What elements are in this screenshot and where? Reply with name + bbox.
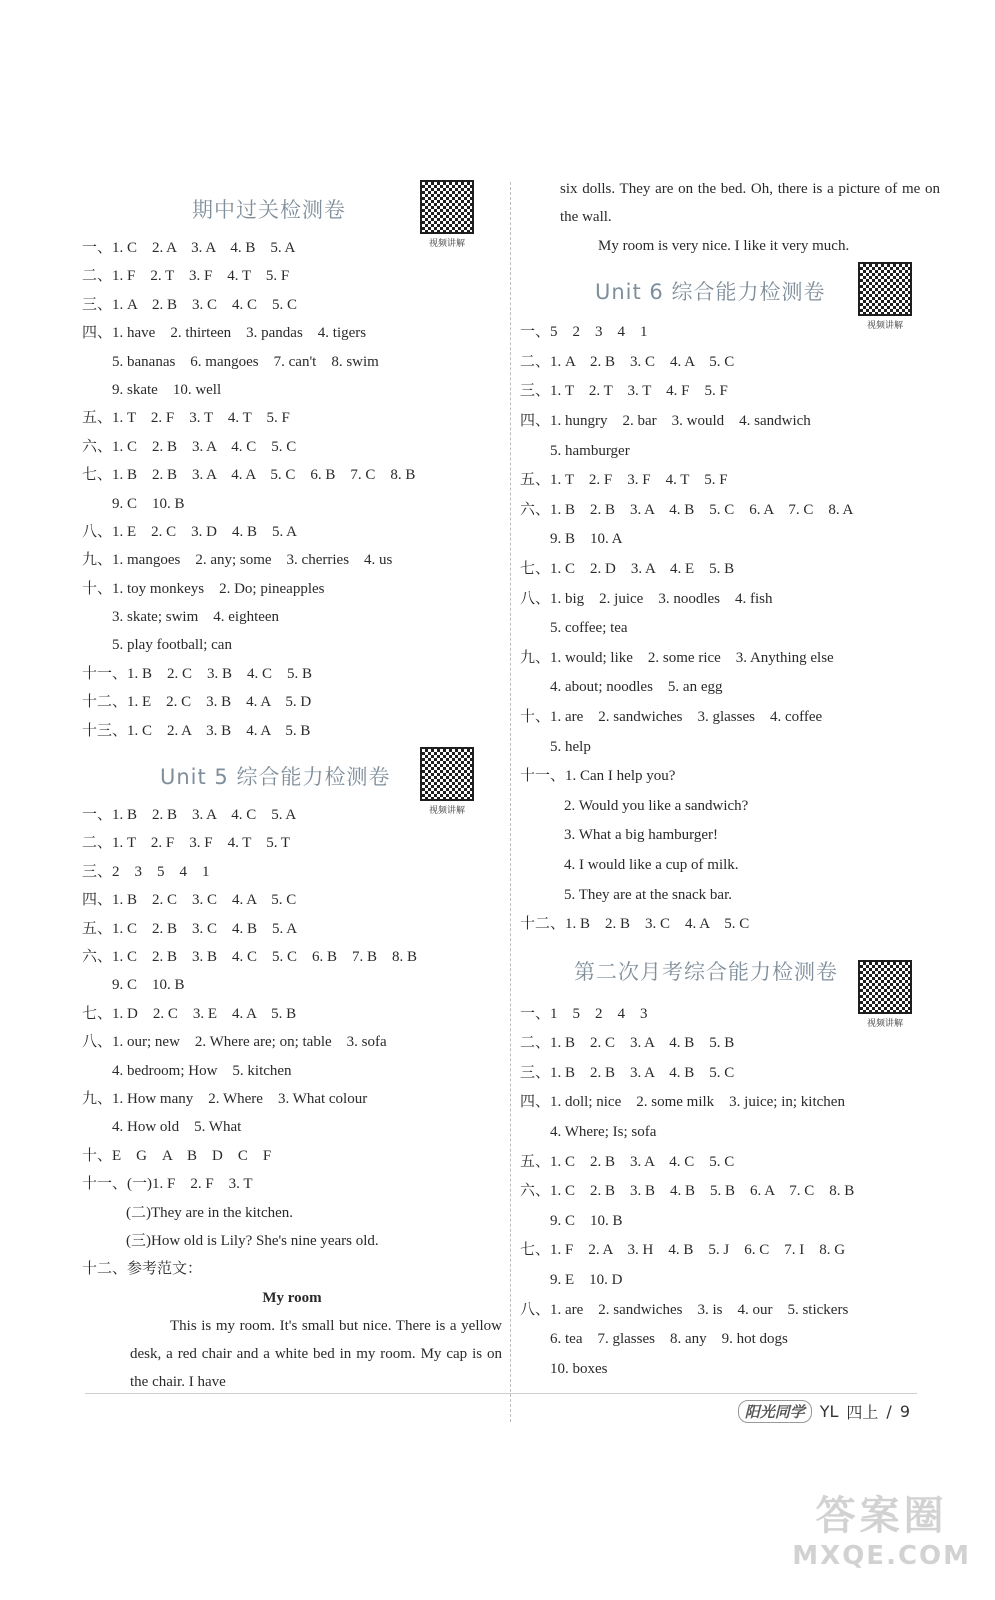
answer-line: 六、1. C 2. B 3. A 4. C 5. C	[82, 438, 297, 455]
answer-line: 三、2 3 5 4 1	[82, 863, 210, 880]
answer-line: 十一、(一)1. F 2. F 3. T	[82, 1176, 253, 1193]
page-footer	[738, 1400, 910, 1423]
answer-line: 4. about; noodles 5. an egg	[550, 679, 723, 696]
answer-line: 九、1. How many 2. Where 3. What colour	[82, 1090, 368, 1107]
answer-line: 9. C 10. B	[112, 977, 185, 994]
answer-line: 5. hamburger	[550, 442, 630, 459]
answer-line: 八、1. big 2. juice 3. noodles 4. fish	[520, 590, 773, 607]
answer-line: 4. How old 5. What	[112, 1119, 242, 1136]
left-column	[82, 178, 502, 1397]
answer-line: 9. E 10. D	[550, 1272, 623, 1289]
answer-line: 二、1. B 2. C 3. A 4. B 5. B	[520, 1035, 735, 1052]
essay-title: My room	[262, 1289, 322, 1306]
column-divider	[510, 182, 511, 1422]
unit6-answers	[520, 318, 940, 939]
series-code: YL	[819, 1402, 839, 1421]
answer-line: 六、1. C 2. B 3. B 4. B 5. B 6. A 7. C 8. B	[520, 1183, 855, 1200]
essay-paragraph: This is my room. It's small but nice. There is a yellow desk, a red chair and a white bed in my room. My cap is on the chair. I have	[130, 1317, 502, 1391]
answer-line: 三、1. A 2. B 3. C 4. C 5. C	[82, 296, 298, 313]
answer-line: 六、1. B 2. B 3. A 4. B 5. C 6. A 7. C 8. A	[520, 501, 854, 518]
answer-line: 九、1. mangoes 2. any; some 3. cherries 4. us	[82, 552, 393, 569]
answer-line: 6. tea 7. glasses 8. any 9. hot dogs	[550, 1331, 788, 1348]
answer-line: 9. skate 10. well	[112, 381, 222, 398]
answer-line: 十二、1. B 2. B 3. C 4. A 5. C	[520, 916, 750, 933]
midterm-title: 期中过关检测卷	[192, 198, 346, 222]
grade-label: 四上	[846, 1403, 879, 1422]
answer-line: 一、1. B 2. B 3. A 4. C 5. A	[82, 807, 297, 824]
answer-line: 十、1. toy monkeys 2. Do; pineapples	[82, 580, 325, 597]
monthly-title: 第二次月考综合能力检测卷	[574, 959, 838, 984]
answer-line: 三、1. T 2. T 3. T 4. F 5. F	[520, 383, 728, 400]
answer-line: 四、1. B 2. C 3. C 4. A 5. C	[82, 892, 297, 909]
unit5-answers	[82, 801, 502, 1397]
answer-line: 9. C 10. B	[550, 1212, 623, 1229]
answer-line: 五、1. T 2. F 3. T 4. T 5. F	[82, 410, 290, 427]
answer-line: (三)How old is Lily? She's nine years old.	[126, 1232, 379, 1249]
answer-line: 四、1. doll; nice 2. some milk 3. juice; in; kitchen	[520, 1094, 845, 1111]
answer-line: 一、1 5 2 4 3	[520, 1005, 648, 1022]
answer-line: 4. Where; Is; sofa	[550, 1124, 657, 1141]
answer-line: 3. skate; swim 4. eighteen	[112, 609, 280, 626]
answer-line: 三、1. B 2. B 3. A 4. B 5. C	[520, 1064, 735, 1081]
answer-line: 4. bedroom; How 5. kitchen	[112, 1062, 292, 1079]
answer-line: 十一、1. B 2. C 3. B 4. C 5. B	[82, 665, 313, 682]
answer-line: 五、1. T 2. F 3. F 4. T 5. F	[520, 472, 728, 489]
unit6-title: Unit 6 综合能力检测卷	[595, 280, 826, 305]
answer-line: 5. help	[550, 738, 591, 755]
answer-line: 十、E G A B D C F	[82, 1147, 272, 1164]
answer-line: 九、1. would; like 2. some rice 3. Anything else	[520, 649, 834, 666]
answer-line: 3. What a big hamburger!	[564, 827, 718, 844]
answer-line: 五、1. C 2. B 3. A 4. C 5. C	[520, 1153, 735, 1170]
answer-line: 十二、参考范文：	[82, 1261, 203, 1278]
answer-line: 4. I would like a cup of milk.	[564, 856, 739, 873]
monthly-answers	[520, 1000, 940, 1385]
answer-line: 2. Would you like a sandwich?	[564, 797, 749, 814]
answer-line: 五、1. C 2. B 3. C 4. B 5. A	[82, 920, 298, 937]
answer-line: 七、1. F 2. A 3. H 4. B 5. J 6. C 7. I 8. G	[520, 1242, 846, 1259]
answer-line: 十、1. are 2. sandwiches 3. glasses 4. coffee	[520, 708, 823, 725]
qr-caption: 视频讲解	[866, 321, 903, 332]
answer-line: 十三、1. C 2. A 3. B 4. A 5. B	[82, 722, 311, 739]
answer-line: 二、1. F 2. T 3. F 4. T 5. F	[82, 268, 290, 285]
essay-paragraph-continued: six dolls. They are on the bed. Oh, there is a picture of me on the wall.	[560, 181, 940, 226]
unit5-title: Unit 5 综合能力检测卷	[160, 765, 391, 790]
qr-code-icon[interactable]	[420, 180, 474, 234]
answer-line: 二、1. A 2. B 3. C 4. A 5. C	[520, 353, 735, 370]
page-number: 9	[899, 1402, 910, 1421]
footer-rule	[85, 1393, 917, 1394]
qr-code-icon[interactable]	[858, 262, 912, 316]
unit6-header	[520, 260, 940, 332]
qr-caption: 视频讲解	[866, 1018, 903, 1029]
answer-line: 八、1. E 2. C 3. D 4. B 5. A	[82, 523, 298, 540]
answer-line: 四、1. hungry 2. bar 3. would 4. sandwich	[520, 413, 811, 429]
qr-code-icon[interactable]	[420, 747, 474, 801]
answer-line: 十一、1. Can I help you?	[520, 768, 676, 785]
answer-line: 9. B 10. A	[550, 531, 623, 548]
answer-line: 5. bananas 6. mangoes 7. can't 8. swim	[112, 353, 379, 370]
answer-line: 八、1. our; new 2. Where are; on; table 3. sofa	[82, 1034, 387, 1051]
answer-line: 5. coffee; tea	[550, 620, 628, 637]
right-column	[520, 175, 940, 1384]
page-separator: /	[886, 1402, 892, 1421]
answer-line: 十二、1. E 2. C 3. B 4. A 5. D	[82, 694, 312, 711]
answer-line: 八、1. are 2. sandwiches 3. is 4. our 5. stickers	[520, 1301, 849, 1318]
answer-line: 七、1. B 2. B 3. A 4. A 5. C 6. B 7. C 8. B	[82, 467, 416, 484]
answer-line: 10. boxes	[550, 1360, 608, 1377]
monthly-header	[520, 940, 940, 1000]
answer-line: 一、1. C 2. A 3. A 4. B 5. A	[82, 240, 296, 256]
answer-line: 9. C 10. B	[112, 495, 185, 512]
midterm-answers	[82, 234, 502, 745]
watermark	[792, 1484, 971, 1571]
answer-line: 一、5 2 3 4 1	[520, 324, 648, 341]
answer-line: 六、1. C 2. B 3. B 4. C 5. C 6. B 7. B 8. B	[82, 948, 418, 965]
essay-paragraph-2: My room is very nice. I like it very much.	[598, 237, 850, 254]
qr-caption: 视频讲解	[428, 239, 465, 249]
answer-line: 七、1. C 2. D 3. A 4. E 5. B	[520, 560, 735, 577]
answer-line: 四、1. have 2. thirteen 3. pandas 4. tigers	[82, 325, 367, 342]
answer-line: 5. play football; can	[112, 637, 232, 654]
answer-line: 七、1. D 2. C 3. E 4. A 5. B	[82, 1005, 297, 1022]
answer-line: 5. They are at the snack bar.	[564, 886, 732, 903]
answer-line: (二)They are in the kitchen.	[126, 1204, 294, 1221]
answer-line: 二、1. T 2. F 3. F 4. T 5. T	[82, 835, 291, 852]
watermark-url: MXQE.COM	[792, 1541, 971, 1571]
brand-logo: 阳光同学	[738, 1400, 812, 1423]
qr-caption: 视频讲解	[428, 806, 465, 817]
watermark-text: 答案圈	[815, 1493, 948, 1539]
